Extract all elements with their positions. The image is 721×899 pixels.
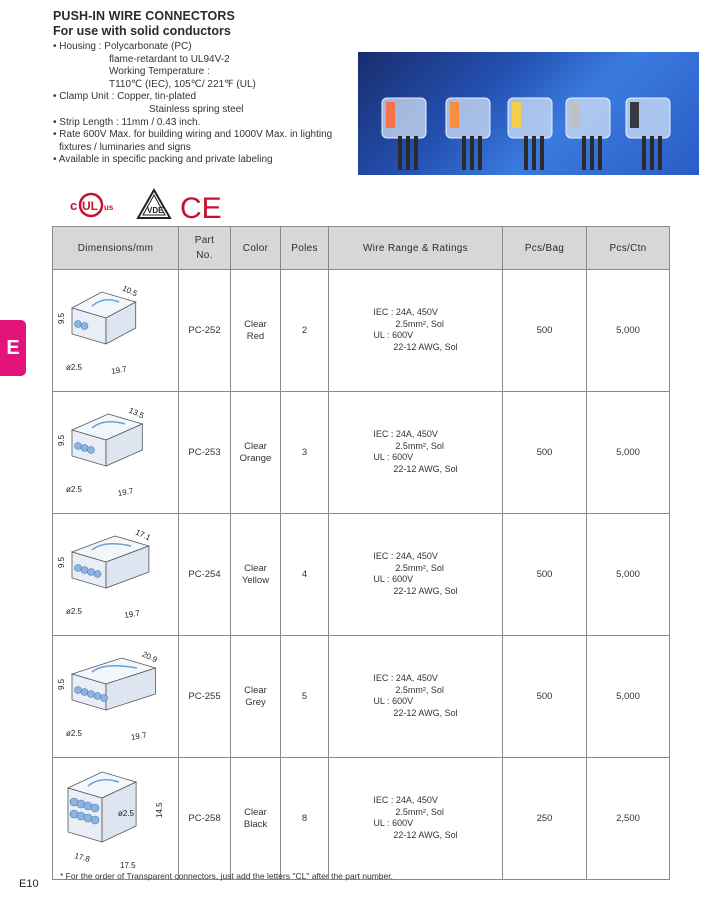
part-number: PC-252 — [179, 270, 231, 392]
dimension-drawing — [53, 392, 179, 514]
svg-text:19.7: 19.7 — [109, 364, 127, 376]
svg-text:c: c — [70, 198, 78, 213]
spec-list — [53, 41, 353, 167]
product-table — [52, 226, 670, 880]
poles-cell: 2 — [281, 270, 329, 392]
product-photo — [358, 52, 699, 175]
table-header-row — [53, 227, 670, 270]
spec-housing-material: flame-retardant to UL94V-2 — [109, 53, 230, 65]
col-dimensions: Dimensions/mm — [53, 227, 179, 270]
svg-text:19.7: 19.7 — [123, 608, 141, 620]
svg-text:CE: CE — [180, 192, 222, 223]
cul-us-logo — [70, 194, 114, 216]
vde-logo — [138, 190, 170, 218]
color-cell: Clear Black — [231, 758, 281, 880]
pcs-per-carton: 5,000 — [587, 636, 670, 758]
table-row — [53, 270, 670, 392]
svg-text:19.7: 19.7 — [116, 486, 134, 498]
pcs-per-carton: 2,500 — [587, 758, 670, 880]
page-number: E10 — [19, 878, 39, 890]
pcs-per-bag: 500 — [503, 270, 587, 392]
part-number: PC-255 — [179, 636, 231, 758]
dimension-drawing — [53, 636, 179, 758]
svg-text:ø2.5: ø2.5 — [117, 809, 134, 818]
pcs-per-bag: 500 — [503, 514, 587, 636]
spec-clamp: • Clamp Unit : Copper, tin-plated — [53, 91, 197, 103]
col-pcs-bag: Pcs/Bag — [503, 227, 587, 270]
svg-text:17.8: 17.8 — [72, 851, 91, 864]
svg-text:9.5: 9.5 — [56, 678, 66, 690]
table-row — [53, 636, 670, 758]
wire-ratings-cell: IEC : 24A, 450V 2.5mm², Sol UL : 600V 22-12 AWG, Sol — [329, 392, 503, 514]
table-row — [53, 392, 670, 514]
page-subtitle: For use with solid conductors — [53, 24, 231, 38]
spec-rate-cont: fixtures / luminaries and signs — [59, 141, 191, 153]
dimension-drawing — [53, 514, 179, 636]
pcs-per-carton: 5,000 — [587, 514, 670, 636]
part-number: PC-254 — [179, 514, 231, 636]
wire-ratings-cell: IEC : 24A, 450V 2.5mm², Sol UL : 600V 22-12 AWG, Sol — [329, 636, 503, 758]
pcs-per-carton: 5,000 — [587, 392, 670, 514]
pcs-per-carton: 5,000 — [587, 270, 670, 392]
spec-housing: • Housing : Polycarbonate (PC) — [53, 41, 192, 52]
svg-text:19.7: 19.7 — [129, 730, 147, 742]
color-cell: Clear Red — [231, 270, 281, 392]
wire-ratings-cell: IEC : 24A, 450V 2.5mm², Sol UL : 600V 22-12 AWG, Sol — [329, 514, 503, 636]
poles-cell: 5 — [281, 636, 329, 758]
color-cell: Clear Orange — [231, 392, 281, 514]
poles-cell: 3 — [281, 392, 329, 514]
certification-logos — [68, 183, 238, 223]
svg-text:14.5: 14.5 — [154, 802, 164, 818]
dimension-drawing — [53, 758, 179, 880]
col-part-no: Part No. — [179, 227, 231, 270]
table-row — [53, 514, 670, 636]
header — [53, 9, 353, 167]
svg-text:17.5: 17.5 — [119, 861, 136, 870]
dimension-drawing — [53, 270, 179, 392]
svg-text:ø2.5: ø2.5 — [65, 485, 82, 494]
svg-text:ø2.5: ø2.5 — [65, 607, 82, 616]
col-poles: Poles — [281, 227, 329, 270]
part-number: PC-253 — [179, 392, 231, 514]
wire-ratings-cell: IEC : 24A, 450V 2.5mm², Sol UL : 600V 22-12 AWG, Sol — [329, 758, 503, 880]
svg-text:9.5: 9.5 — [56, 556, 66, 568]
pcs-per-bag: 500 — [503, 392, 587, 514]
spec-clamp-spring: Stainless spring steel — [149, 103, 244, 115]
svg-text:us: us — [104, 203, 114, 212]
pcs-per-bag: 250 — [503, 758, 587, 880]
spec-rate: • Rate 600V Max. for building wiring and 1000V Max. in lighting — [53, 129, 333, 141]
spec-working-temp: T110℃ (IEC), 105℃/ 221℉ (UL) — [109, 78, 256, 90]
poles-cell: 8 — [281, 758, 329, 880]
poles-cell: 4 — [281, 514, 329, 636]
svg-text:VDE: VDE — [147, 206, 164, 215]
col-color: Color — [231, 227, 281, 270]
page-title: PUSH-IN WIRE CONNECTORS — [53, 9, 235, 23]
spec-working-temp-label: Working Temperature : — [109, 66, 210, 78]
ce-logo — [180, 192, 222, 223]
svg-text:17.1: 17.1 — [133, 527, 152, 543]
wire-ratings-cell: IEC : 24A, 450V 2.5mm², Sol UL : 600V 22-12 AWG, Sol — [329, 270, 503, 392]
footnote: * For the order of Transparent connectors, just add the letters "CL" after the part number. — [60, 871, 393, 881]
col-pcs-ctn: Pcs/Ctn — [587, 227, 670, 270]
color-cell: Clear Grey — [231, 636, 281, 758]
part-number: PC-258 — [179, 758, 231, 880]
svg-text:ø2.5: ø2.5 — [65, 729, 82, 738]
section-tab: E — [0, 320, 26, 376]
table-row — [53, 758, 670, 880]
svg-text:ø2.5: ø2.5 — [65, 363, 82, 372]
spec-strip-length: • Strip Length : 11mm / 0.43 inch. — [53, 116, 201, 128]
color-cell: Clear Yellow — [231, 514, 281, 636]
svg-text:9.5: 9.5 — [56, 312, 66, 324]
col-wire-range: Wire Range & Ratings — [329, 227, 503, 270]
svg-text:9.5: 9.5 — [56, 434, 66, 446]
svg-text:UL: UL — [82, 199, 98, 213]
spec-availability: • Available in specific packing and private labeling — [53, 154, 273, 166]
svg-text:13.5: 13.5 — [126, 405, 145, 421]
svg-text:10.5: 10.5 — [120, 283, 139, 299]
pcs-per-bag: 500 — [503, 636, 587, 758]
svg-text:20.9: 20.9 — [140, 649, 159, 665]
